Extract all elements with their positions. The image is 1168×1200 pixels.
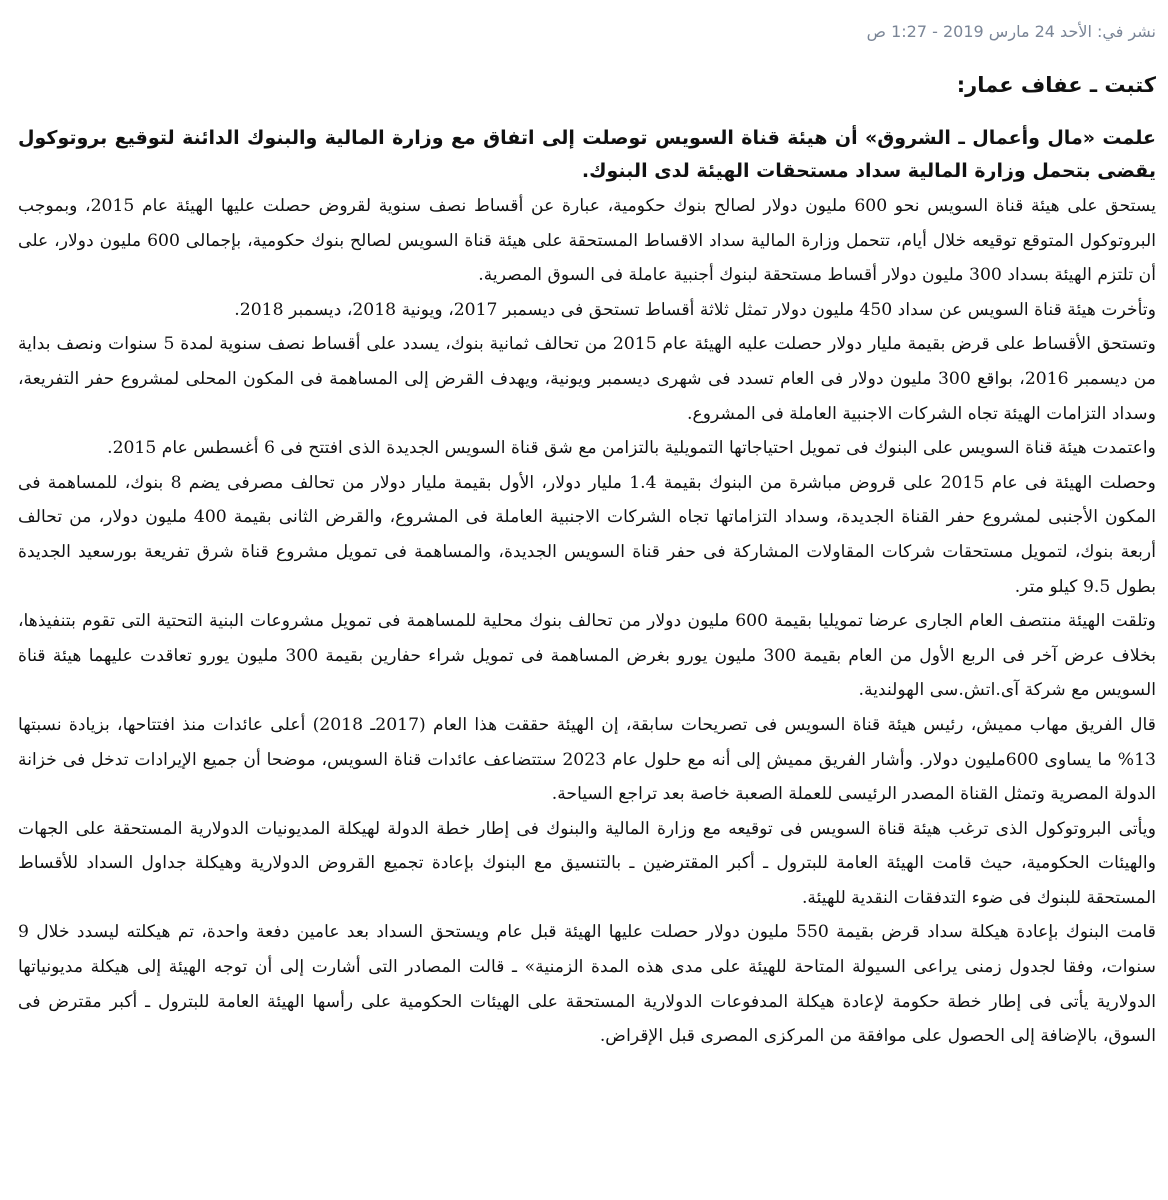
- paragraph-6: وتلقت الهيئة منتصف العام الجارى عرضا تمويليا بقيمة 600 مليون دولار من تحالف بنوك محلية للمساهمة فى تمويل مشروعات البنية التحتية التى تقوم بتنفيذها، بخلاف عرض آخر فى الربع الأول من العام بقيمة 300 مليون يورو بغرض المساهمة فى تمويل شراء حفارين بقيمة 300 مليون يورو تعاقدت عليهما هيئة قناة السويس مع شركة آى.اتش.سى الهولندية.: [18, 611, 1156, 701]
- byline: كتبت ـ عفاف عمار:: [956, 73, 1156, 97]
- paragraph-1: يستحق على هيئة قناة السويس نحو 600 مليون دولار لصالح بنوك حكومية، عبارة عن أقساط نصف سنوية لقروض حصلت عليها الهيئة عام 2015، وبموجب البروتوكول المتوقع توقيعه خلال أيام، تتحمل وزارة المالية سداد الاقساط المستحقة على هيئة قناة السويس لصالح بنوك حكومية، بإجمالى 600 مليون دولار، على أن تلتزم الهيئة بسداد 300 مليون دولار أقساط مستحقة لبنوك أجنبية عاملة فى السوق المصرية.: [18, 196, 1156, 286]
- paragraph-2: وتأخرت هيئة قناة السويس عن سداد 450 مليون دولار تمثل ثلاثة أقساط تستحق فى ديسمبر 2017، ويونية 2018، ديسمبر 2018.: [234, 299, 1156, 320]
- paragraph-5: وحصلت الهيئة فى عام 2015 على قروض مباشرة من البنوك بقيمة 1.4 مليار دولار، الأول بقيمة مليار دولار من تحالف مصرفى يضم 8 بنوك، للمساهمة فى المكون الأجنبى لمشروع حفر القناة الجديدة، وسداد التزاماتها تجاه الشركات الاجنبية العاملة فى المشروع، والقرض الثانى بقيمة 400 مليون دولار، من تحالف أربعة بنوك، لتمويل مستحقات شركات المقاولات المشاركة فى حفر قناة السويس الجديدة، والمساهمة فى تمويل مشروع قناة شرق تفريعة بورسعيد الجديدة بطول 9.5 كيلو متر.: [18, 472, 1156, 597]
- paragraph-8: ويأتى البروتوكول الذى ترغب هيئة قناة السويس فى توقيعه مع وزارة المالية والبنوك فى إطار خطة الدولة لهيكلة المديونيات الدولارية المستحقة على الجهات والهيئات الحكومية، حيث قامت الهيئة العامة للبترول ـ أكبر المقترضين ـ بالتنسيق مع البنوك بإعادة تجميع القروض الدولارية وهيكلة جداول السداد للأقساط المستحقة للبنوك فى ضوء التدفقات النقدية للهيئة.: [18, 818, 1156, 908]
- paragraph-7: قال الفريق مهاب مميش، رئيس هيئة قناة السويس فى تصريحات سابقة، إن الهيئة حققت هذا العام (2017ـ 2018) أعلى عائدات منذ افتتاحها، بزيادة نسبتها 13% ما يساوى 600مليون دولار. وأشار الفريق مميش إلى أنه مع حلول عام 2023 ستتضاعف عائدات قناة السويس، موضحا أن جميع الإيرادات تدخل فى خزانة الدولة المصرية وتمثل القناة المصدر الرئيسى للعملة الصعبة خاصة بعد تراجع السياحة.: [18, 714, 1157, 805]
- publish-date: نشر في: الأحد 24 مارس 2019 - 1:27 ص: [866, 22, 1156, 41]
- paragraph-4: واعتمدت هيئة قناة السويس على البنوك فى تمويل احتياجاتها التمويلية بالتزامن مع شق قناة السويس الجديدة الذى افتتح فى 6 أغسطس عام 2015.: [107, 438, 1156, 459]
- paragraph-9: قامت البنوك بإعادة هيكلة سداد قرض بقيمة 550 مليون دولار حصلت عليها الهيئة قبل عام ويستحق السداد بعد عامين دفعة واحدة، تم هيكلته ليسدد خلال 9 سنوات، وفقا لجدول زمنى يراعى السيولة المتاحة للهيئة على مدى هذه المدة الزمنية» ـ قالت المصادر التى أشارت إلى أن توجه الهيئة إلى هيكلة مديونياتها الدولارية يأتى فى إطار خطة حكومة لإعادة هيكلة المدفوعات الدولارية المستحقة على الهيئات الحكومية على رأسها الهيئة العامة للبترول ـ أكبر مقترض فى السوق، بالإضافة إلى الحصول على موافقة من المركزى المصرى قبل الإقراض.: [18, 922, 1156, 1047]
- paragraph-3: وتستحق الأقساط على قرض بقيمة مليار دولار حصلت عليه الهيئة عام 2015 من تحالف ثمانية بنوك، يسدد على أقساط نصف سنوية لمدة 5 سنوات ونصف بداية من ديسمبر 2016، بواقع 300 مليون دولار فى العام تسدد فى شهرى ديسمبر ويونية، ويهدف القرض إلى المساهمة فى المكون المحلى لمشروع حفر التفريعة، وسداد التزامات الهيئة تجاه الشركات الاجنبية العاملة فى المشروع.: [18, 334, 1157, 424]
- lead-paragraph: علمت «مال وأعمال ـ الشروق» أن هيئة قناة السويس توصلت إلى اتفاق مع وزارة المالية والبنوك الدائنة لتوقيع بروتوكول يقضى بتحمل وزارة المالية سداد مستحقات الهيئة لدى البنوك.: [18, 127, 1156, 182]
